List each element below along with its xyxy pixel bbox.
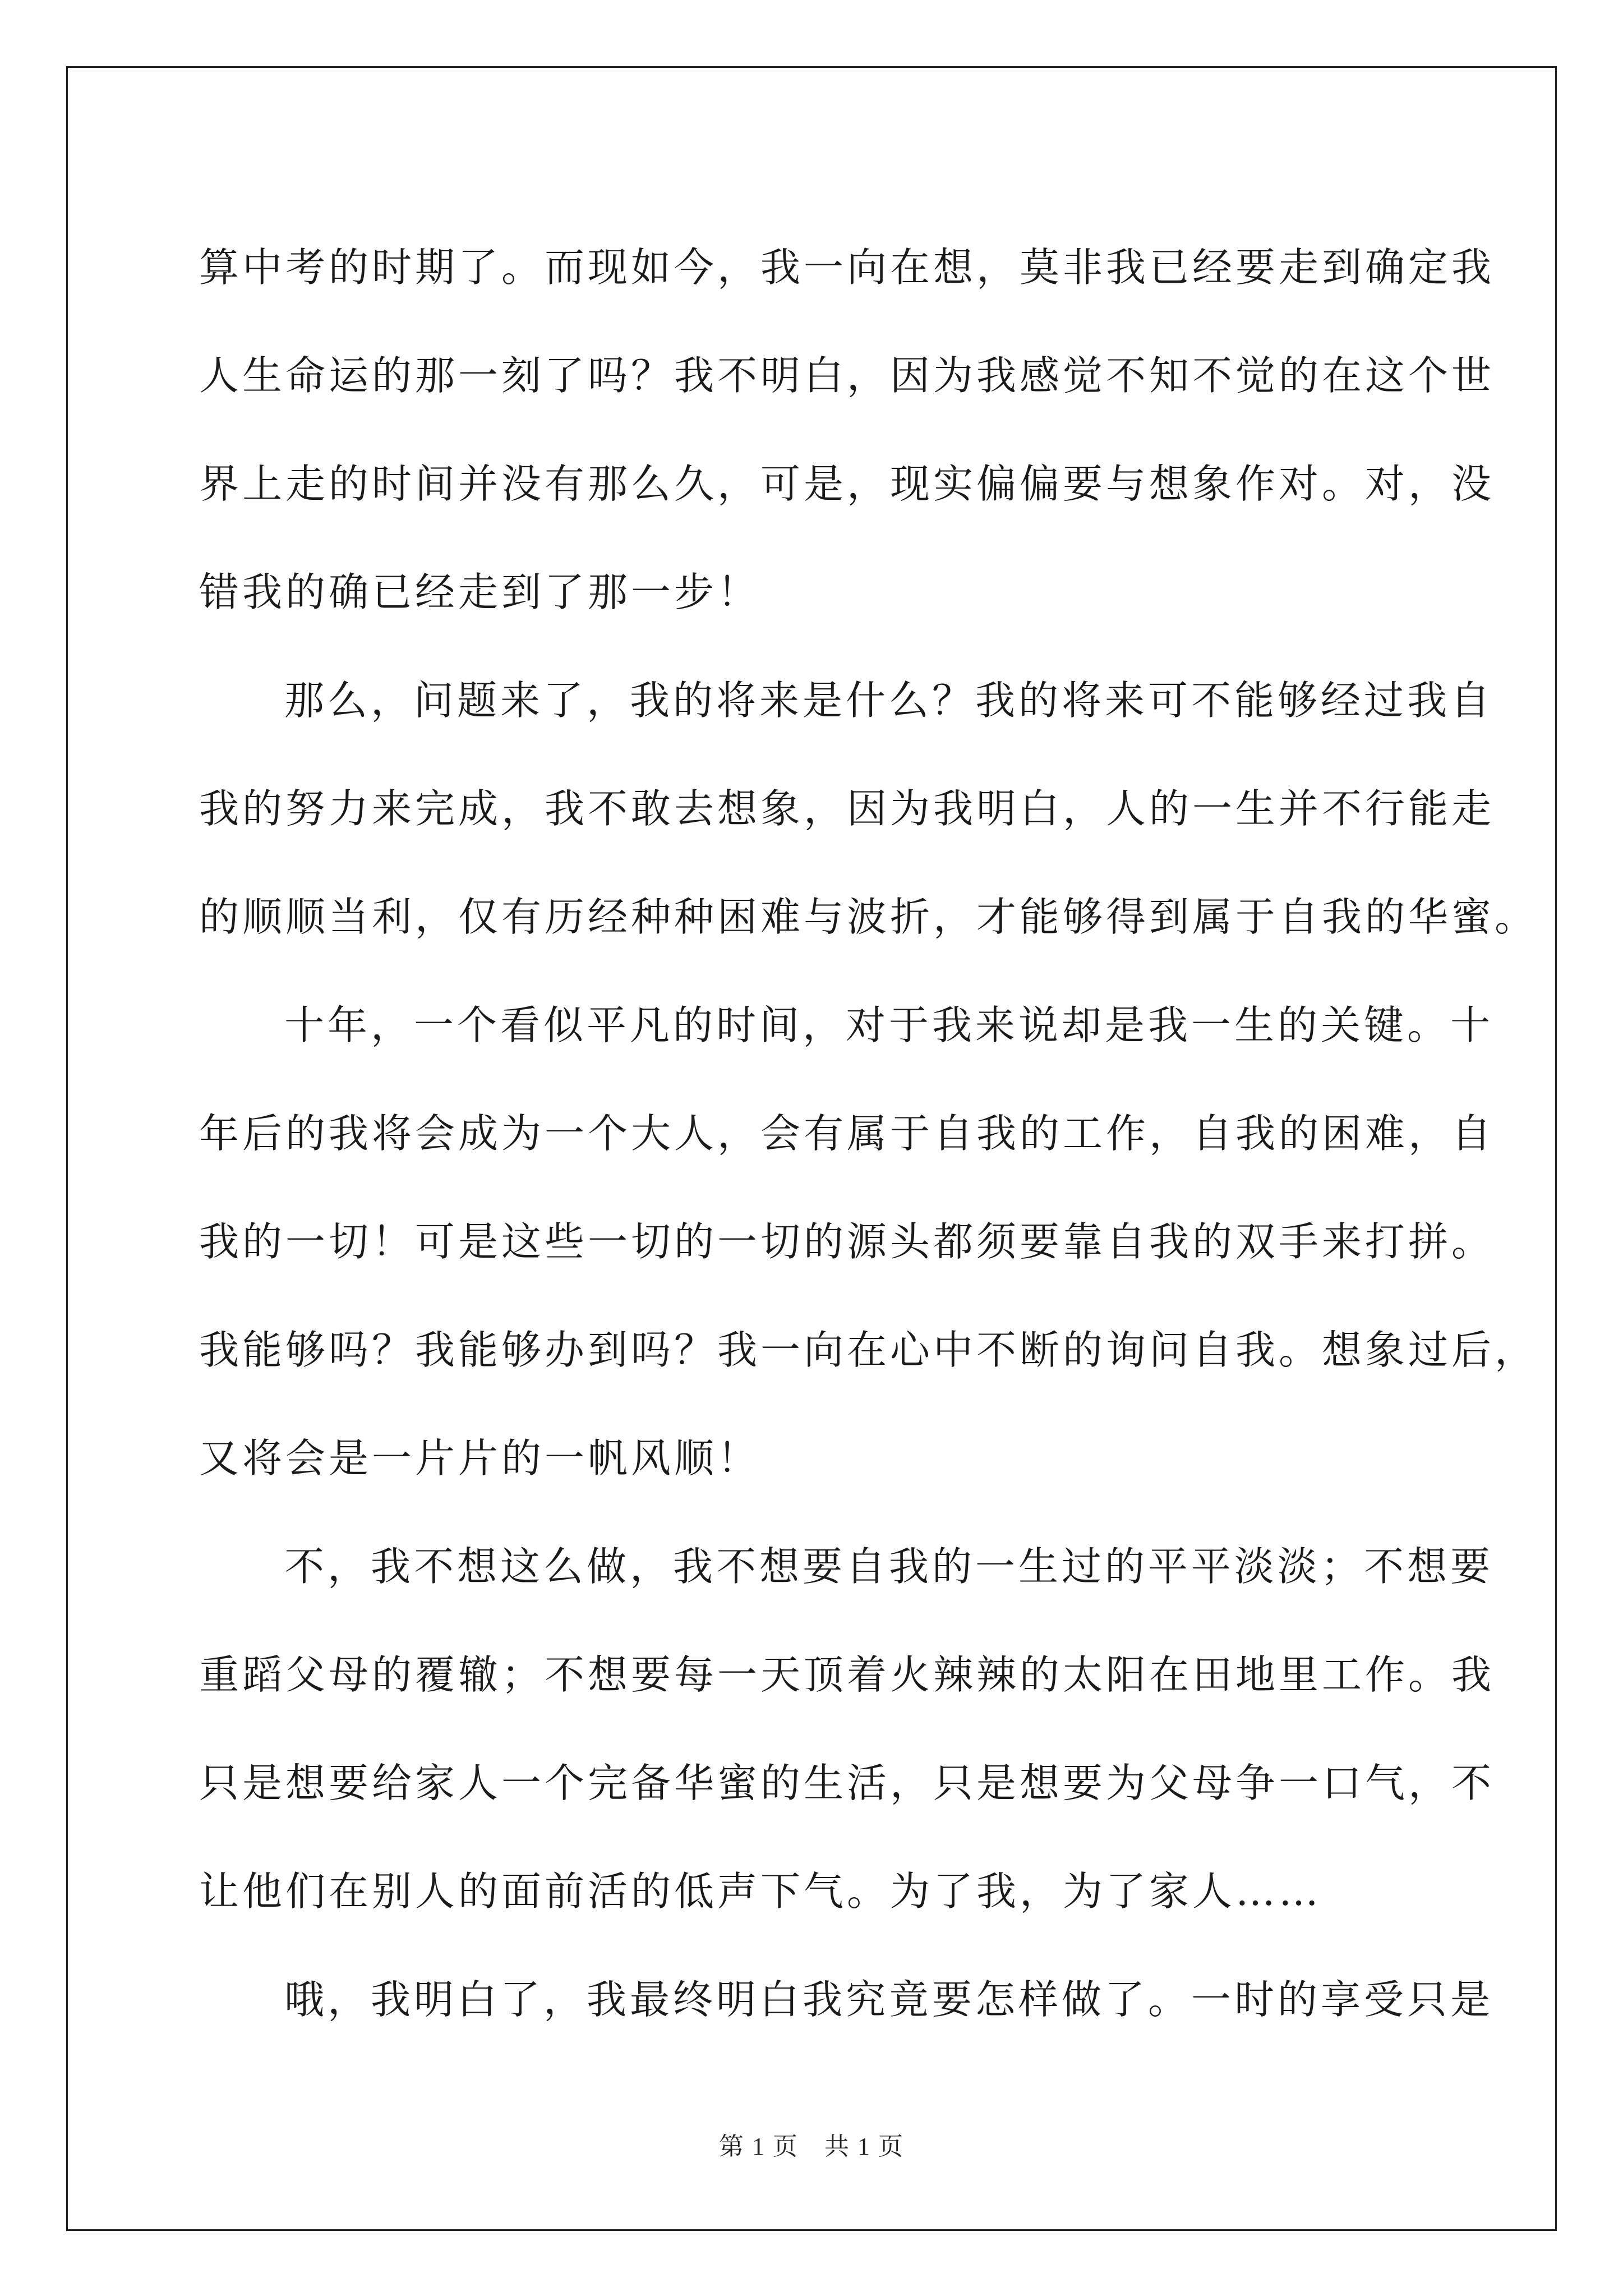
text-line: 让他们在别人的面前活的低声下气。为了我，为了家人…… (199, 1868, 1322, 1915)
text-line: 的顺顺当利，仅有历经种种困难与波折，才能够得到属于自我的华蜜。 (199, 894, 1538, 940)
text-line: 我能够吗？我能够办到吗？我一向在心中不断的询问自我。想象过后， (199, 1327, 1538, 1373)
paragraph-first-line: 那么，问题来了，我的将来是什么？我的将来可不能够经过我自 (284, 677, 1494, 724)
text-line: 算中考的时期了。而现如今，我一向在想，莫非我已经要走到确定我 (199, 244, 1495, 291)
paragraph-first-line: 不，我不想这么做，我不想要自我的一生过的平平淡淡；不想要 (284, 1543, 1494, 1590)
text-line: 又将会是一片片的一帆风顺！ (199, 1435, 761, 1481)
text-line: 人生命运的那一刻了吗？我不明白，因为我感觉不知不觉的在这个世 (199, 352, 1495, 399)
text-line: 只是想要给家人一个完备华蜜的生活，只是想要为父母争一口气，不 (199, 1760, 1495, 1806)
paragraph-first-line: 哦，我明白了，我最终明白我究竟要怎样做了。一时的享受只是 (284, 1976, 1494, 2023)
text-line: 界上走的时间并没有那么久，可是，现实偏偏要与想象作对。对，没 (199, 461, 1495, 507)
text-line: 我的一切！可是这些一切的一切的源头都须要靠自我的双手来打拼。 (199, 1218, 1495, 1265)
text-line: 我的努力来完成，我不敢去想象，因为我明白，人的一生并不行能走 (199, 785, 1495, 832)
page-footer: 第 1 页 共 1 页 (719, 2133, 904, 2160)
text-line: 错我的确已经走到了那一步！ (199, 569, 761, 615)
paragraph-first-line: 十年，一个看似平凡的时间，对于我来说却是我一生的关键。十 (284, 1002, 1494, 1048)
document-body (199, 213, 1538, 2054)
text-line: 年后的我将会成为一个大人，会有属于自我的工作，自我的困难，自 (199, 1110, 1495, 1157)
text-line: 重蹈父母的覆辙；不想要每一天顶着火辣辣的太阳在田地里工作。我 (199, 1651, 1495, 1698)
